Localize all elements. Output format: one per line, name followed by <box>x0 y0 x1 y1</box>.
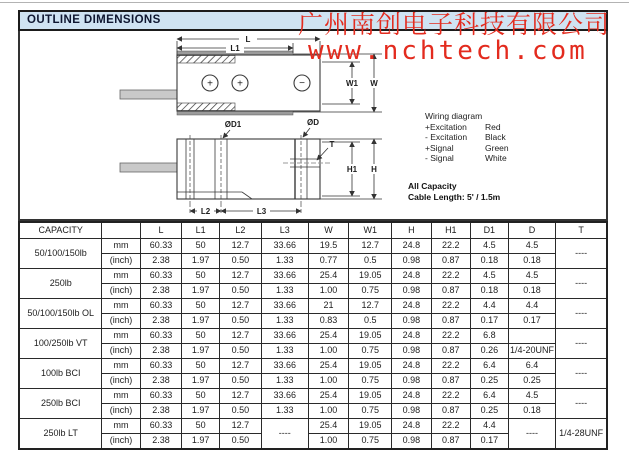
table-row <box>19 374 607 389</box>
unit-cell: (inch) <box>102 434 140 450</box>
dim-cell: 12.7 <box>219 329 261 344</box>
column-header: D <box>508 222 556 239</box>
dim-cell: 24.8 <box>392 329 431 344</box>
dim-cell: 0.98 <box>392 284 431 299</box>
unit-cell: (inch) <box>102 374 140 389</box>
capacity-cell: 50/100/150lb OL <box>19 299 102 329</box>
dim-cell: 24.8 <box>392 389 431 404</box>
unit-cell: (inch) <box>102 284 140 299</box>
dim-cell: 1.97 <box>182 284 220 299</box>
dim-cell: 0.75 <box>349 404 392 419</box>
dim-cell: 25.4 <box>308 329 349 344</box>
dim-label-L: L <box>245 35 251 44</box>
dim-cell: 19.05 <box>349 419 392 434</box>
unit-cell: (inch) <box>102 314 140 329</box>
dim-cell: 0.25 <box>508 374 556 389</box>
dim-cell: 60.33 <box>140 419 182 434</box>
table-row <box>19 419 607 434</box>
dim-cell: 33.66 <box>261 359 308 374</box>
capacity-cell: 100lb BCI <box>19 359 102 389</box>
thread-cell: ---- <box>556 329 607 359</box>
wiring-row <box>425 122 509 133</box>
dim-cell: 1.97 <box>182 254 220 269</box>
dim-cell: 0.50 <box>219 314 261 329</box>
wiring-label: - Signal <box>425 153 454 163</box>
table-row <box>19 344 607 359</box>
dim-cell: 24.8 <box>392 299 431 314</box>
dim-cell: 6.4 <box>471 389 509 404</box>
dim-cell: 60.33 <box>140 329 182 344</box>
dim-cell: 0.77 <box>308 254 349 269</box>
content-frame <box>18 10 608 450</box>
dim-cell: 24.8 <box>392 269 431 284</box>
table-row <box>19 299 607 314</box>
unit-cell: mm <box>102 419 140 434</box>
dim-cell: 1/4-20UNF <box>508 344 556 359</box>
wiring-color: Red <box>485 121 501 132</box>
dim-cell: 0.98 <box>392 404 431 419</box>
table-row <box>19 404 607 419</box>
dim-cell: 0.18 <box>508 404 556 419</box>
dim-cell: 0.5 <box>349 314 392 329</box>
wiring-color: Green <box>485 142 509 153</box>
dim-cell: 24.8 <box>392 359 431 374</box>
column-header: T <box>556 222 607 239</box>
dim-cell: 4.5 <box>508 269 556 284</box>
dim-cell: 0.50 <box>219 404 261 419</box>
dim-cell: 0.87 <box>431 254 470 269</box>
dim-cell: 60.33 <box>140 239 182 254</box>
unit-cell: mm <box>102 299 140 314</box>
dim-cell: 1.00 <box>308 434 349 450</box>
dim-cell: 22.2 <box>431 419 470 434</box>
note-line-1: All Capacity <box>408 181 457 191</box>
dim-cell: 22.2 <box>431 389 470 404</box>
dim-cell: 25.4 <box>308 419 349 434</box>
dim-cell: 0.50 <box>219 434 261 450</box>
unit-cell: (inch) <box>102 254 140 269</box>
dim-cell: 1.00 <box>308 374 349 389</box>
dim-cell: 22.2 <box>431 359 470 374</box>
unit-cell: mm <box>102 389 140 404</box>
cable-top-view <box>120 90 177 99</box>
dim-cell: 0.75 <box>349 374 392 389</box>
dim-cell: 2.38 <box>140 314 182 329</box>
watermark-company: 广州南创电子科技有限公司 <box>298 10 611 39</box>
wiring-row <box>425 153 509 164</box>
wiring-color: White <box>485 153 507 163</box>
dim-cell: 50 <box>182 239 220 254</box>
dim-label-W1: W1 <box>346 79 358 88</box>
dim-cell: 1.97 <box>182 434 220 450</box>
column-header: L3 <box>261 222 308 239</box>
dim-cell: 0.26 <box>471 344 509 359</box>
column-header: L2 <box>219 222 261 239</box>
dim-cell: 24.8 <box>392 419 431 434</box>
dim-cell: 4.5 <box>471 239 509 254</box>
dim-label-L3: L3 <box>256 207 267 216</box>
dim-cell: 1.97 <box>182 404 220 419</box>
dim-cell: 50 <box>182 389 220 404</box>
plus-symbol: + <box>237 78 243 90</box>
note-line-2: Cable Length: 5' / 1.5m <box>408 191 501 202</box>
dim-cell: 1.33 <box>261 284 308 299</box>
dim-cell: 0.98 <box>392 374 431 389</box>
dim-cell: 1.33 <box>261 344 308 359</box>
dim-cell: 12.7 <box>219 419 261 434</box>
dim-cell: 2.38 <box>140 254 182 269</box>
dim-cell: 50 <box>182 299 220 314</box>
dim-cell: 4.4 <box>508 299 556 314</box>
dim-cell: 0.50 <box>219 344 261 359</box>
dim-cell: 0.25 <box>471 404 509 419</box>
dim-cell: 33.66 <box>261 269 308 284</box>
dim-cell: 60.33 <box>140 299 182 314</box>
dim-cell: 0.87 <box>431 434 470 450</box>
dim-cell: 0.75 <box>349 434 392 450</box>
dim-cell: 0.50 <box>219 284 261 299</box>
wiring-row <box>425 132 509 143</box>
dim-cell: ---- <box>508 419 556 450</box>
unit-cell: mm <box>102 359 140 374</box>
dim-cell: 33.66 <box>261 389 308 404</box>
dim-cell: 0.18 <box>508 254 556 269</box>
dim-cell: 0.98 <box>392 434 431 450</box>
dim-cell: 6.4 <box>508 359 556 374</box>
dim-cell: 0.87 <box>431 284 470 299</box>
dim-cell: 19.05 <box>349 329 392 344</box>
capacity-cell: 250lb LT <box>19 419 102 450</box>
column-header: L <box>140 222 182 239</box>
table-row <box>19 359 607 374</box>
dim-cell: 50 <box>182 269 220 284</box>
table-row <box>19 389 607 404</box>
dim-cell: 0.18 <box>471 284 509 299</box>
table-row <box>19 314 607 329</box>
thread-cell: ---- <box>556 299 607 329</box>
column-header <box>102 222 140 239</box>
dim-cell: 2.38 <box>140 404 182 419</box>
minus-symbol: − <box>299 78 305 89</box>
table-head <box>19 222 607 239</box>
dim-label-T: T <box>329 140 335 149</box>
dim-cell: 6.4 <box>471 359 509 374</box>
thread-cell: ---- <box>556 359 607 389</box>
dim-cell: 2.38 <box>140 434 182 450</box>
dim-cell: 4.4 <box>471 419 509 434</box>
dim-cell: 1.00 <box>308 344 349 359</box>
dim-label-L1: L1 <box>230 44 240 53</box>
capacity-cell: 100/250lb VT <box>19 329 102 359</box>
dim-cell: 22.2 <box>431 329 470 344</box>
capacity-cell: 250lb <box>19 269 102 299</box>
dim-cell: 50 <box>182 359 220 374</box>
dim-cell: 0.87 <box>431 314 470 329</box>
dim-cell: 2.38 <box>140 374 182 389</box>
dim-label-L2: L2 <box>200 207 211 216</box>
dim-cell: 12.7 <box>349 239 392 254</box>
dim-cell: 0.87 <box>431 374 470 389</box>
watermark-url: www.nchtech.com <box>308 36 588 66</box>
capacity-cell: 50/100/150lb <box>19 239 102 269</box>
dim-cell: 0.5 <box>349 254 392 269</box>
unit-cell: mm <box>102 269 140 284</box>
column-header: CAPACITY <box>19 222 102 239</box>
section-title: OUTLINE DIMENSIONS <box>27 14 161 26</box>
table-row <box>19 269 607 284</box>
table-row <box>19 284 607 299</box>
dim-cell: 0.87 <box>431 344 470 359</box>
dim-cell <box>508 329 556 344</box>
dim-label-W: W <box>370 79 378 88</box>
thread-cell: ---- <box>556 269 607 299</box>
dim-cell: 0.17 <box>471 434 509 450</box>
dim-cell: 1.00 <box>308 404 349 419</box>
dim-label-H1: H1 <box>346 165 358 174</box>
dim-cell: 25.4 <box>308 269 349 284</box>
dim-cell: 0.75 <box>349 344 392 359</box>
dim-cell: 12.7 <box>219 299 261 314</box>
cable-length-note <box>408 181 500 202</box>
dim-cell: 50 <box>182 329 220 344</box>
table-body <box>19 239 607 450</box>
dim-cell: 12.7 <box>219 269 261 284</box>
column-header: H1 <box>431 222 470 239</box>
dim-cell: 1.97 <box>182 374 220 389</box>
column-header: H <box>392 222 431 239</box>
dim-cell: 0.98 <box>392 344 431 359</box>
wiring-title: Wiring diagram <box>425 111 483 121</box>
dim-cell: 0.83 <box>308 314 349 329</box>
dim-cell: 2.38 <box>140 344 182 359</box>
dim-cell: 0.98 <box>392 254 431 269</box>
wiring-label: +Excitation <box>425 121 467 132</box>
dim-cell: 25.4 <box>308 389 349 404</box>
wiring-diagram <box>425 111 509 164</box>
dim-cell: 0.17 <box>471 314 509 329</box>
dim-cell: 19.05 <box>349 389 392 404</box>
dim-cell: 0.18 <box>508 284 556 299</box>
page-top-rule <box>0 2 629 3</box>
table-row <box>19 239 607 254</box>
dim-cell: 22.2 <box>431 299 470 314</box>
dim-cell: 60.33 <box>140 389 182 404</box>
dim-cell: 0.25 <box>471 374 509 389</box>
dim-cell: 6.8 <box>471 329 509 344</box>
dim-cell: 50 <box>182 419 220 434</box>
wiring-label: - Excitation <box>425 132 468 142</box>
dim-label-D1: ØD1 <box>224 120 242 129</box>
dim-cell: 1.33 <box>261 404 308 419</box>
thread-cell: ---- <box>556 239 607 269</box>
table-row <box>19 254 607 269</box>
dim-cell: 4.5 <box>508 239 556 254</box>
dim-cell: 24.8 <box>392 239 431 254</box>
wiring-label: +Signal <box>425 142 454 153</box>
column-header: L1 <box>182 222 220 239</box>
capacity-cell: 250lb BCI <box>19 389 102 419</box>
dim-cell: 1.97 <box>182 344 220 359</box>
dim-cell: 22.2 <box>431 269 470 284</box>
thread-cell: 1/4-28UNF <box>556 419 607 450</box>
dim-cell: 0.50 <box>219 254 261 269</box>
dim-cell: 12.7 <box>349 299 392 314</box>
wiring-color: Black <box>485 132 506 142</box>
dim-cell: 1.97 <box>182 314 220 329</box>
unit-cell: mm <box>102 329 140 344</box>
dim-cell: 25.4 <box>308 359 349 374</box>
dim-cell: 19.05 <box>349 359 392 374</box>
dim-cell: 0.98 <box>392 314 431 329</box>
dim-cell: 4.5 <box>471 269 509 284</box>
dim-cell: 33.66 <box>261 329 308 344</box>
dim-cell: 19.05 <box>349 269 392 284</box>
dim-cell: 0.50 <box>219 374 261 389</box>
unit-cell: (inch) <box>102 404 140 419</box>
dim-cell: 0.87 <box>431 404 470 419</box>
dim-cell: 1.33 <box>261 374 308 389</box>
dim-cell: 60.33 <box>140 359 182 374</box>
dim-cell: 12.7 <box>219 359 261 374</box>
dimensions-table <box>18 221 608 450</box>
dim-cell: 0.18 <box>471 254 509 269</box>
table-row <box>19 329 607 344</box>
body-side-view <box>177 139 320 199</box>
dim-cell: 12.7 <box>219 389 261 404</box>
dim-label-H: H <box>371 165 377 174</box>
unit-cell: (inch) <box>102 344 140 359</box>
unit-cell: mm <box>102 239 140 254</box>
dim-cell: 60.33 <box>140 269 182 284</box>
dim-cell: 1.33 <box>261 254 308 269</box>
dim-cell: 2.38 <box>140 284 182 299</box>
column-header: D1 <box>471 222 509 239</box>
dim-cell: 1.33 <box>261 314 308 329</box>
dim-cell: 4.5 <box>508 389 556 404</box>
dim-label-D: ØD <box>307 118 319 127</box>
dim-cell: ---- <box>261 419 308 450</box>
cable-side-view <box>120 163 177 172</box>
top-view <box>120 51 320 115</box>
dim-cell: 33.66 <box>261 239 308 254</box>
dim-cell: 0.75 <box>349 284 392 299</box>
plus-symbol: + <box>207 78 213 90</box>
column-header: W1 <box>349 222 392 239</box>
dim-cell: 19.5 <box>308 239 349 254</box>
dim-cell: 0.17 <box>508 314 556 329</box>
thread-cell: ---- <box>556 389 607 419</box>
dim-cell: 21 <box>308 299 349 314</box>
column-header: W <box>308 222 349 239</box>
dim-cell: 4.4 <box>471 299 509 314</box>
dim-cell: 22.2 <box>431 239 470 254</box>
wiring-row <box>425 143 509 154</box>
side-view <box>120 139 320 199</box>
dim-cell: 33.66 <box>261 299 308 314</box>
dim-cell: 12.7 <box>219 239 261 254</box>
dim-cell: 1.00 <box>308 284 349 299</box>
